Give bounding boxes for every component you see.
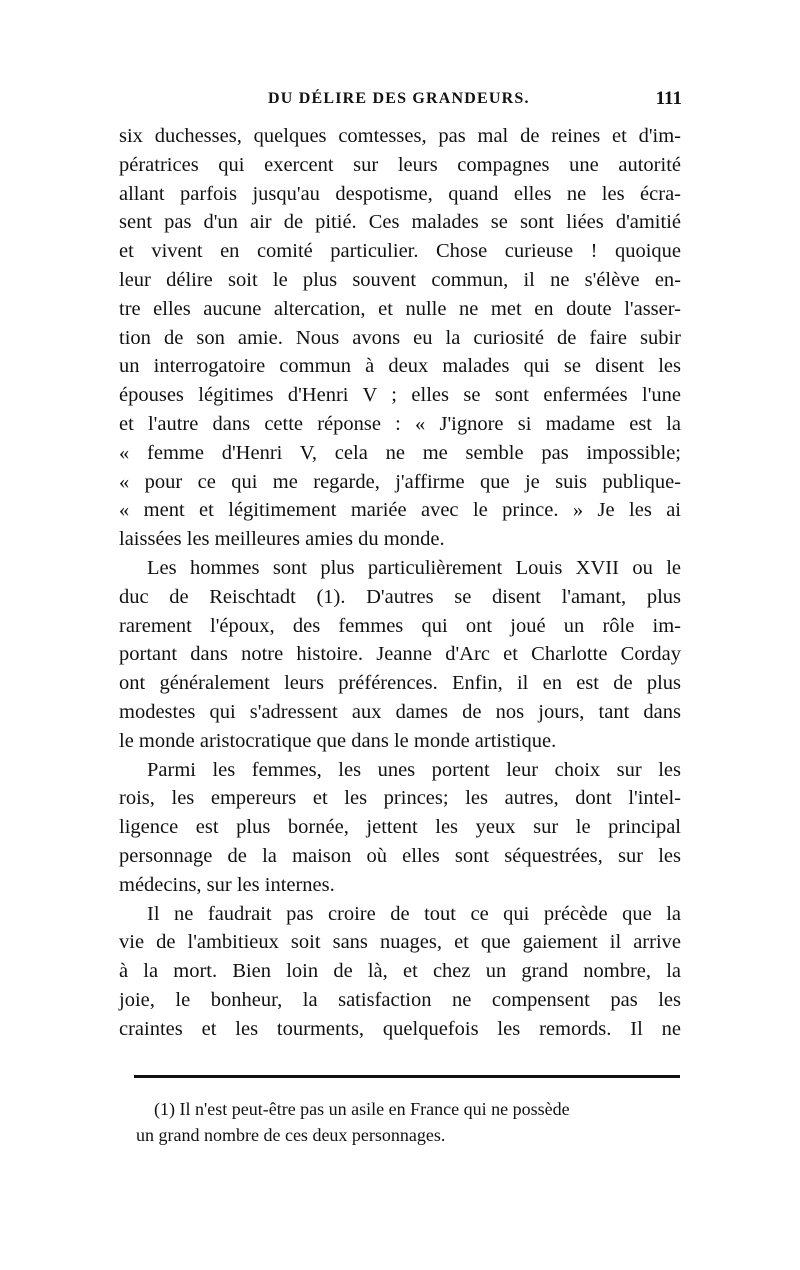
- footnote-line: (1) Il n'est peut-être pas un asile en France qui ne possède: [154, 1099, 570, 1119]
- body-line: à la mort. Bien loin de là, et chez un grand nombre, la: [119, 960, 681, 983]
- body-line: médecins, sur les internes.: [119, 873, 335, 896]
- running-head: [120, 90, 682, 114]
- body-line: « femme d'Henri V, cela ne me semble pas impossible;: [119, 441, 681, 464]
- body-line: personnage de la maison où elles sont séquestrées, sur les: [119, 844, 681, 867]
- body-line: Les hommes sont plus particulièrement Louis XVII ou le: [147, 556, 681, 579]
- body-line: « ment et légitimement mariée avec le prince. » Je les ai: [119, 499, 681, 522]
- body-line: le monde aristocratique que dans le monde artistique.: [119, 729, 557, 752]
- footnote-line: un grand nombre de ces deux personnages.: [136, 1125, 446, 1145]
- body-line: Parmi les femmes, les unes portent leur choix sur les: [147, 758, 681, 781]
- body-line: joie, le bonheur, la satisfaction ne compensent pas les: [119, 988, 681, 1011]
- body-line: modestes qui s'adressent aux dames de nos jours, tant dans: [119, 700, 681, 723]
- body-line: Il ne faudrait pas croire de tout ce qui précède que la: [147, 902, 681, 925]
- body-line: six duchesses, quelques comtesses, pas mal de reines et d'im-: [119, 125, 681, 147]
- body-line: vie de l'ambitieux soit sans nuages, et que gaiement il arrive: [119, 931, 681, 954]
- body-line: duc de Reischtadt (1). D'autres se disent l'amant, plus: [119, 585, 681, 608]
- footnote-rule: [134, 1075, 680, 1078]
- body-line: leur délire soit le plus souvent commun, il ne s'élève en-: [119, 268, 681, 291]
- body-line: craintes et les tourments, quelquefois les remords. Il ne: [119, 1017, 681, 1040]
- body-line: pératrices qui exercent sur leurs compagnes une autorité: [119, 153, 681, 176]
- body-line: et vivent en comité particulier. Chose curieuse ! quoique: [119, 240, 681, 263]
- body-line: rois, les empereurs et les princes; les autres, dont l'intel-: [119, 787, 681, 810]
- page-number: 111: [655, 88, 682, 109]
- running-title: DU DÉLIRE DES GRANDEURS.: [268, 90, 530, 107]
- body-text: [119, 122, 681, 1044]
- body-line: portant dans notre histoire. Jeanne d'Arc et Charlotte Corday: [119, 643, 681, 666]
- body-line: ont généralement leurs préférences. Enfin, il en est de plus: [119, 672, 681, 695]
- body-line: tre elles aucune altercation, et nulle ne met en doute l'asser-: [119, 297, 681, 320]
- footnotes: [136, 1096, 698, 1148]
- body-line: tion de son amie. Nous avons eu la curiosité de faire subir: [119, 326, 681, 349]
- body-line: « pour ce qui me regarde, j'affirme que je suis publique-: [119, 470, 681, 493]
- body-line: rarement l'époux, des femmes qui ont joué un rôle im-: [119, 614, 681, 637]
- body-line: ligence est plus bornée, jettent les yeux sur le principal: [119, 816, 681, 839]
- body-line: un interrogatoire commun à deux malades qui se disent les: [119, 355, 681, 378]
- body-line: laissées les meilleures amies du monde.: [119, 528, 445, 551]
- body-line: épouses légitimes d'Henri V ; elles se sont enfermées l'une: [119, 384, 681, 407]
- body-line: sent pas d'un air de pitié. Ces malades se sont liées d'amitié: [119, 211, 681, 234]
- body-line: allant parfois jusqu'au despotisme, quand elles ne les écra-: [119, 182, 681, 205]
- body-line: et l'autre dans cette réponse : « J'ignore si madame est la: [119, 412, 681, 435]
